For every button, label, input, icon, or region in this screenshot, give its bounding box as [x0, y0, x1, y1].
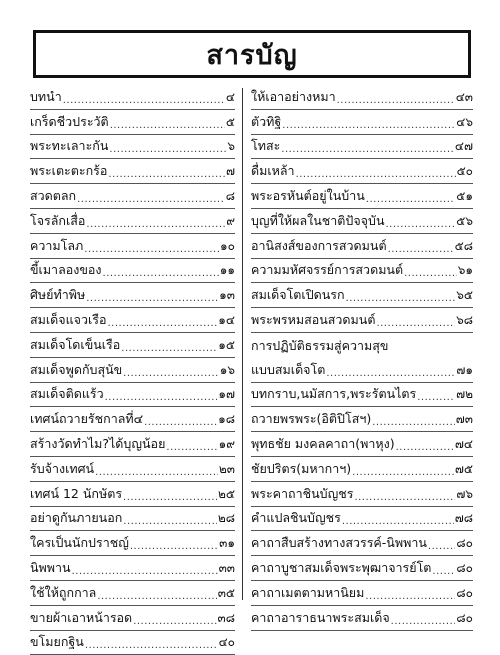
toc-entry-page-number: ๗๒	[456, 387, 473, 402]
toc-entry-page-number: ๖๘	[456, 312, 473, 327]
dot-leader	[105, 392, 218, 404]
toc-entry-label: รับจ้างเทศน์	[30, 460, 95, 476]
toc-entry-label: สมเด็จติดแร้ว	[30, 386, 104, 402]
dot-leader	[352, 467, 454, 479]
dot-leader	[281, 144, 454, 156]
dot-leader	[296, 169, 456, 181]
toc-entry	[251, 159, 473, 184]
column-divider	[242, 88, 243, 600]
toc-entry-label: สมเด็จแจวเรือ	[30, 311, 107, 327]
toc-entry-label: คาถาเมตตามหานิยม	[251, 584, 365, 600]
toc-entry-label: ถวายพรพระ(อิติปิโสฯ)	[251, 411, 372, 427]
toc-entry	[30, 135, 235, 160]
toc-entry-label: บทกราบ,นมัสการ,พระรัตนไตร	[251, 386, 417, 402]
toc-entry-page-number: ๘๐	[456, 610, 473, 625]
toc-entry-label: คาถาบูชาสมเด็จพระพุฒาจารย์โต	[251, 559, 432, 575]
toc-entry-label: โทสะ	[251, 138, 281, 154]
toc-entry	[30, 184, 235, 209]
toc-entry	[30, 110, 235, 135]
toc-entry	[30, 556, 235, 581]
dot-leader	[391, 616, 456, 628]
toc-entry-label: ศิษย์ทำพิษ	[30, 287, 86, 303]
toc-entry-page-number: ๑๘	[218, 412, 235, 427]
toc-entry-label: แบบสมเด็จโต	[251, 361, 326, 377]
toc-entry	[30, 283, 235, 308]
toc-entry	[251, 85, 473, 110]
toc-entry-page-number: ๖	[227, 139, 235, 154]
dot-leader	[77, 194, 225, 206]
toc-entry-page-number: ๘๐	[456, 536, 473, 551]
dot-leader	[108, 169, 225, 181]
toc-entry	[30, 631, 235, 655]
toc-entry-label: บทนำ	[30, 88, 62, 104]
toc-entry-page-number: ๔	[225, 89, 235, 104]
toc-entry-label: นิพพาน	[30, 559, 71, 575]
dot-leader	[366, 194, 456, 206]
toc-entry	[30, 209, 235, 234]
toc-entry-page-number: ๑๓	[219, 288, 235, 303]
toc-entry-label: พระเตะตะกร้อ	[30, 163, 108, 179]
toc-entry	[30, 333, 235, 358]
toc-entry-label: พระทะเลาะกัน	[30, 138, 109, 154]
toc-entry	[251, 556, 473, 581]
toc-entry	[30, 308, 235, 333]
toc-entry-page-number: ๖๕	[456, 288, 473, 303]
dot-leader	[133, 616, 216, 628]
dot-leader	[396, 442, 454, 454]
toc-entry	[251, 507, 473, 532]
toc-entry	[251, 432, 473, 457]
toc-entry	[30, 358, 235, 383]
toc-entry-page-number: ๗๖	[456, 486, 473, 501]
toc-entry-page-number: ๔๓	[455, 89, 473, 104]
toc-left-column	[30, 85, 235, 655]
dot-leader	[428, 541, 456, 553]
toc-entry-label: ใช้ให้ถูกกาล	[30, 584, 97, 600]
toc-entry-label: พระคาถาชินบัญชร	[251, 485, 354, 501]
page-title: สารบัญ	[206, 39, 298, 71]
toc-entry	[251, 457, 473, 482]
dot-leader	[123, 368, 219, 380]
toc-entry	[251, 482, 473, 507]
toc-entry-label: โจรลักเสื่อ	[30, 212, 86, 228]
toc-entry-page-number: ๙	[226, 213, 235, 228]
toc-entry-label: การปฏิบัติธรรมสู่ความสุข	[251, 337, 389, 353]
toc-entry	[30, 159, 235, 184]
toc-entry-label: อย่าดูกันภายนอก	[30, 510, 123, 526]
toc-entry-page-number: ๗๑	[456, 362, 473, 377]
toc-entry-label: พระพรหมสอนสวดมนต์	[251, 311, 376, 327]
toc-entry-label: ใครเป็นนักปราชญ์	[30, 535, 129, 551]
toc-entry	[251, 283, 473, 308]
toc-entry	[30, 85, 235, 110]
dot-leader	[123, 516, 217, 528]
toc-entry-label: พุทธชัย มงคลคาถา(พาหุง)	[251, 435, 395, 451]
toc-entry-page-number: ๑๗	[218, 387, 235, 402]
toc-entry	[251, 135, 473, 160]
toc-entry-page-number: ๑๖	[219, 362, 235, 377]
toc-entry	[30, 457, 235, 482]
toc-entry-label: ตัวทิฐิ	[251, 113, 282, 129]
title-box	[33, 30, 471, 78]
toc-entry-page-number: ๓๕	[217, 585, 235, 600]
dot-leader	[110, 120, 225, 132]
dot-leader	[86, 219, 225, 231]
toc-entry-label: ความมหัศจรรย์การสวดมนต์	[251, 262, 404, 278]
toc-entry-page-number: ๕๑	[456, 188, 473, 203]
toc-entry-page-number: ๗๓	[455, 412, 473, 427]
dot-leader	[346, 293, 456, 305]
toc-entry-page-number: ๕๘	[454, 238, 473, 253]
toc-entry-label: เกร็ดชีวประวัติ	[30, 113, 109, 129]
toc-entry	[30, 606, 235, 631]
toc-entry-label: สมเด็จพูดกับสุนัข	[30, 361, 123, 377]
toc-entry-page-number: ๗	[225, 164, 235, 179]
dot-leader	[109, 144, 226, 156]
dot-leader	[376, 318, 455, 330]
toc-entry-page-number: ๘๐	[456, 560, 473, 575]
toc-entry-label: บุญที่ให้ผลในชาติปัจจุบัน	[251, 212, 385, 228]
toc-entry-label: คาถาอาราธนาพระสมเด็จ	[251, 609, 390, 625]
dot-leader	[342, 516, 454, 528]
toc-entry-label: ชัยปริตร(มหากาฯ)	[251, 460, 352, 476]
dot-leader	[130, 541, 218, 553]
dot-leader	[385, 219, 455, 231]
dot-leader	[144, 417, 217, 429]
dot-leader	[404, 268, 457, 280]
dot-leader	[282, 120, 455, 132]
dot-leader	[95, 467, 218, 479]
toc-entry	[251, 308, 473, 333]
dot-leader	[388, 244, 454, 256]
dot-leader	[72, 566, 218, 578]
dot-leader	[85, 640, 218, 652]
toc-entry-page-number: ๒๓	[218, 461, 235, 476]
dot-leader	[84, 244, 219, 256]
toc-entry	[30, 259, 235, 284]
dot-leader	[337, 95, 455, 107]
toc-entry-page-number: ๕	[225, 114, 235, 129]
toc-entry-label: คำแปลชินบัญชร	[251, 510, 341, 526]
toc-entry-label: ดื่มเหล้า	[251, 163, 295, 179]
toc-entry-label: สร้างวัดทำไม?ได้บุญน้อย	[30, 435, 166, 451]
dot-leader	[432, 566, 455, 578]
dot-leader	[326, 368, 455, 380]
toc-entry	[30, 581, 235, 606]
toc-entry-page-number: ๖๑	[457, 263, 473, 278]
toc-entry-page-number: ๓๘	[217, 610, 235, 625]
toc-entry-page-number: ๒๘	[217, 511, 235, 526]
toc-entry-page-number: ๗๔	[454, 436, 473, 451]
toc-entry-label: คาถาสืบสร้างทางสวรรค์-นิพพาน	[251, 535, 427, 551]
toc-entry-page-number: ๘๐	[456, 585, 473, 600]
toc-entry	[30, 383, 235, 408]
toc-entry-page-number: ๑๕	[218, 337, 235, 352]
toc-entry-label: พระอรหันต์อยู่ในบ้าน	[251, 187, 365, 203]
toc-entry	[30, 507, 235, 532]
toc-entry-page-number: ๒๕	[218, 486, 235, 501]
dot-leader	[417, 392, 455, 404]
toc-entry	[30, 432, 235, 457]
toc-entry-page-number: ๔๖	[456, 114, 473, 129]
dot-leader	[86, 293, 218, 305]
toc-entry-page-number: ๑๙	[218, 436, 235, 451]
toc-entry-label: สวดตลก	[30, 187, 77, 203]
toc-entry	[30, 482, 235, 507]
dot-leader	[166, 442, 217, 454]
toc-right-column	[251, 85, 473, 631]
toc-entry	[251, 358, 473, 383]
toc-entry-page-number: ๔๗	[454, 139, 473, 154]
toc-entry	[251, 531, 473, 556]
toc-entry	[251, 110, 473, 135]
toc-entry	[251, 184, 473, 209]
toc-entry-page-number: ๓๑	[219, 536, 235, 551]
dot-leader	[354, 492, 455, 504]
toc-entry-label: เทศน์ถวายรัชกาลที่๔	[30, 411, 144, 427]
toc-entry-label: ขโมยกฐิน	[30, 634, 84, 650]
toc-entry-page-number: ๘	[225, 188, 235, 203]
toc-entry-page-number: ๑๑	[219, 263, 235, 278]
toc-entry-label: ให้เอาอย่างหมา	[251, 88, 336, 104]
toc-entry	[251, 333, 473, 358]
toc-entry	[251, 581, 473, 606]
toc-entry-page-number: ๑๐	[220, 238, 235, 253]
dot-leader	[123, 492, 217, 504]
toc-entry-label: อานิสงส์ของการสวดมนต์	[251, 237, 387, 253]
dot-leader	[365, 591, 455, 603]
dot-leader	[63, 95, 225, 107]
toc-entry-label: สมเด็จโดเข็นเรือ	[30, 336, 121, 352]
toc-entry	[251, 383, 473, 408]
toc-entry-label: ขายผ้าเอาหน้ารอด	[30, 609, 133, 625]
toc-entry-label: ความโลภ	[30, 237, 84, 253]
toc-entry	[251, 407, 473, 432]
toc-entry-label: ขี้เมาลองของ	[30, 262, 102, 278]
dot-leader	[107, 318, 217, 330]
toc-entry	[251, 259, 473, 284]
toc-entry-page-number: ๔๐	[218, 635, 235, 650]
dot-leader	[97, 591, 216, 603]
toc-entry	[251, 606, 473, 631]
toc-entry-page-number: ๑๔	[218, 312, 235, 327]
toc-entry-page-number: ๕๐	[456, 164, 473, 179]
dot-leader	[103, 268, 219, 280]
toc-entry	[30, 234, 235, 259]
toc-entry-page-number: ๓๓	[218, 560, 235, 575]
toc-entry	[30, 407, 235, 432]
dot-leader	[121, 343, 217, 355]
toc-entry-label: เทศน์ 12 นักษัตร	[30, 485, 123, 501]
toc-entry	[251, 234, 473, 259]
toc-entry-page-number: ๗๘	[454, 511, 473, 526]
toc-entry-page-number: ๗๕	[454, 461, 473, 476]
toc-entry-label: สมเด็จโตเปิดนรก	[251, 287, 345, 303]
dot-leader	[372, 417, 455, 429]
toc-entry	[251, 209, 473, 234]
toc-entry	[30, 531, 235, 556]
toc-entry-page-number: ๕๖	[456, 213, 473, 228]
